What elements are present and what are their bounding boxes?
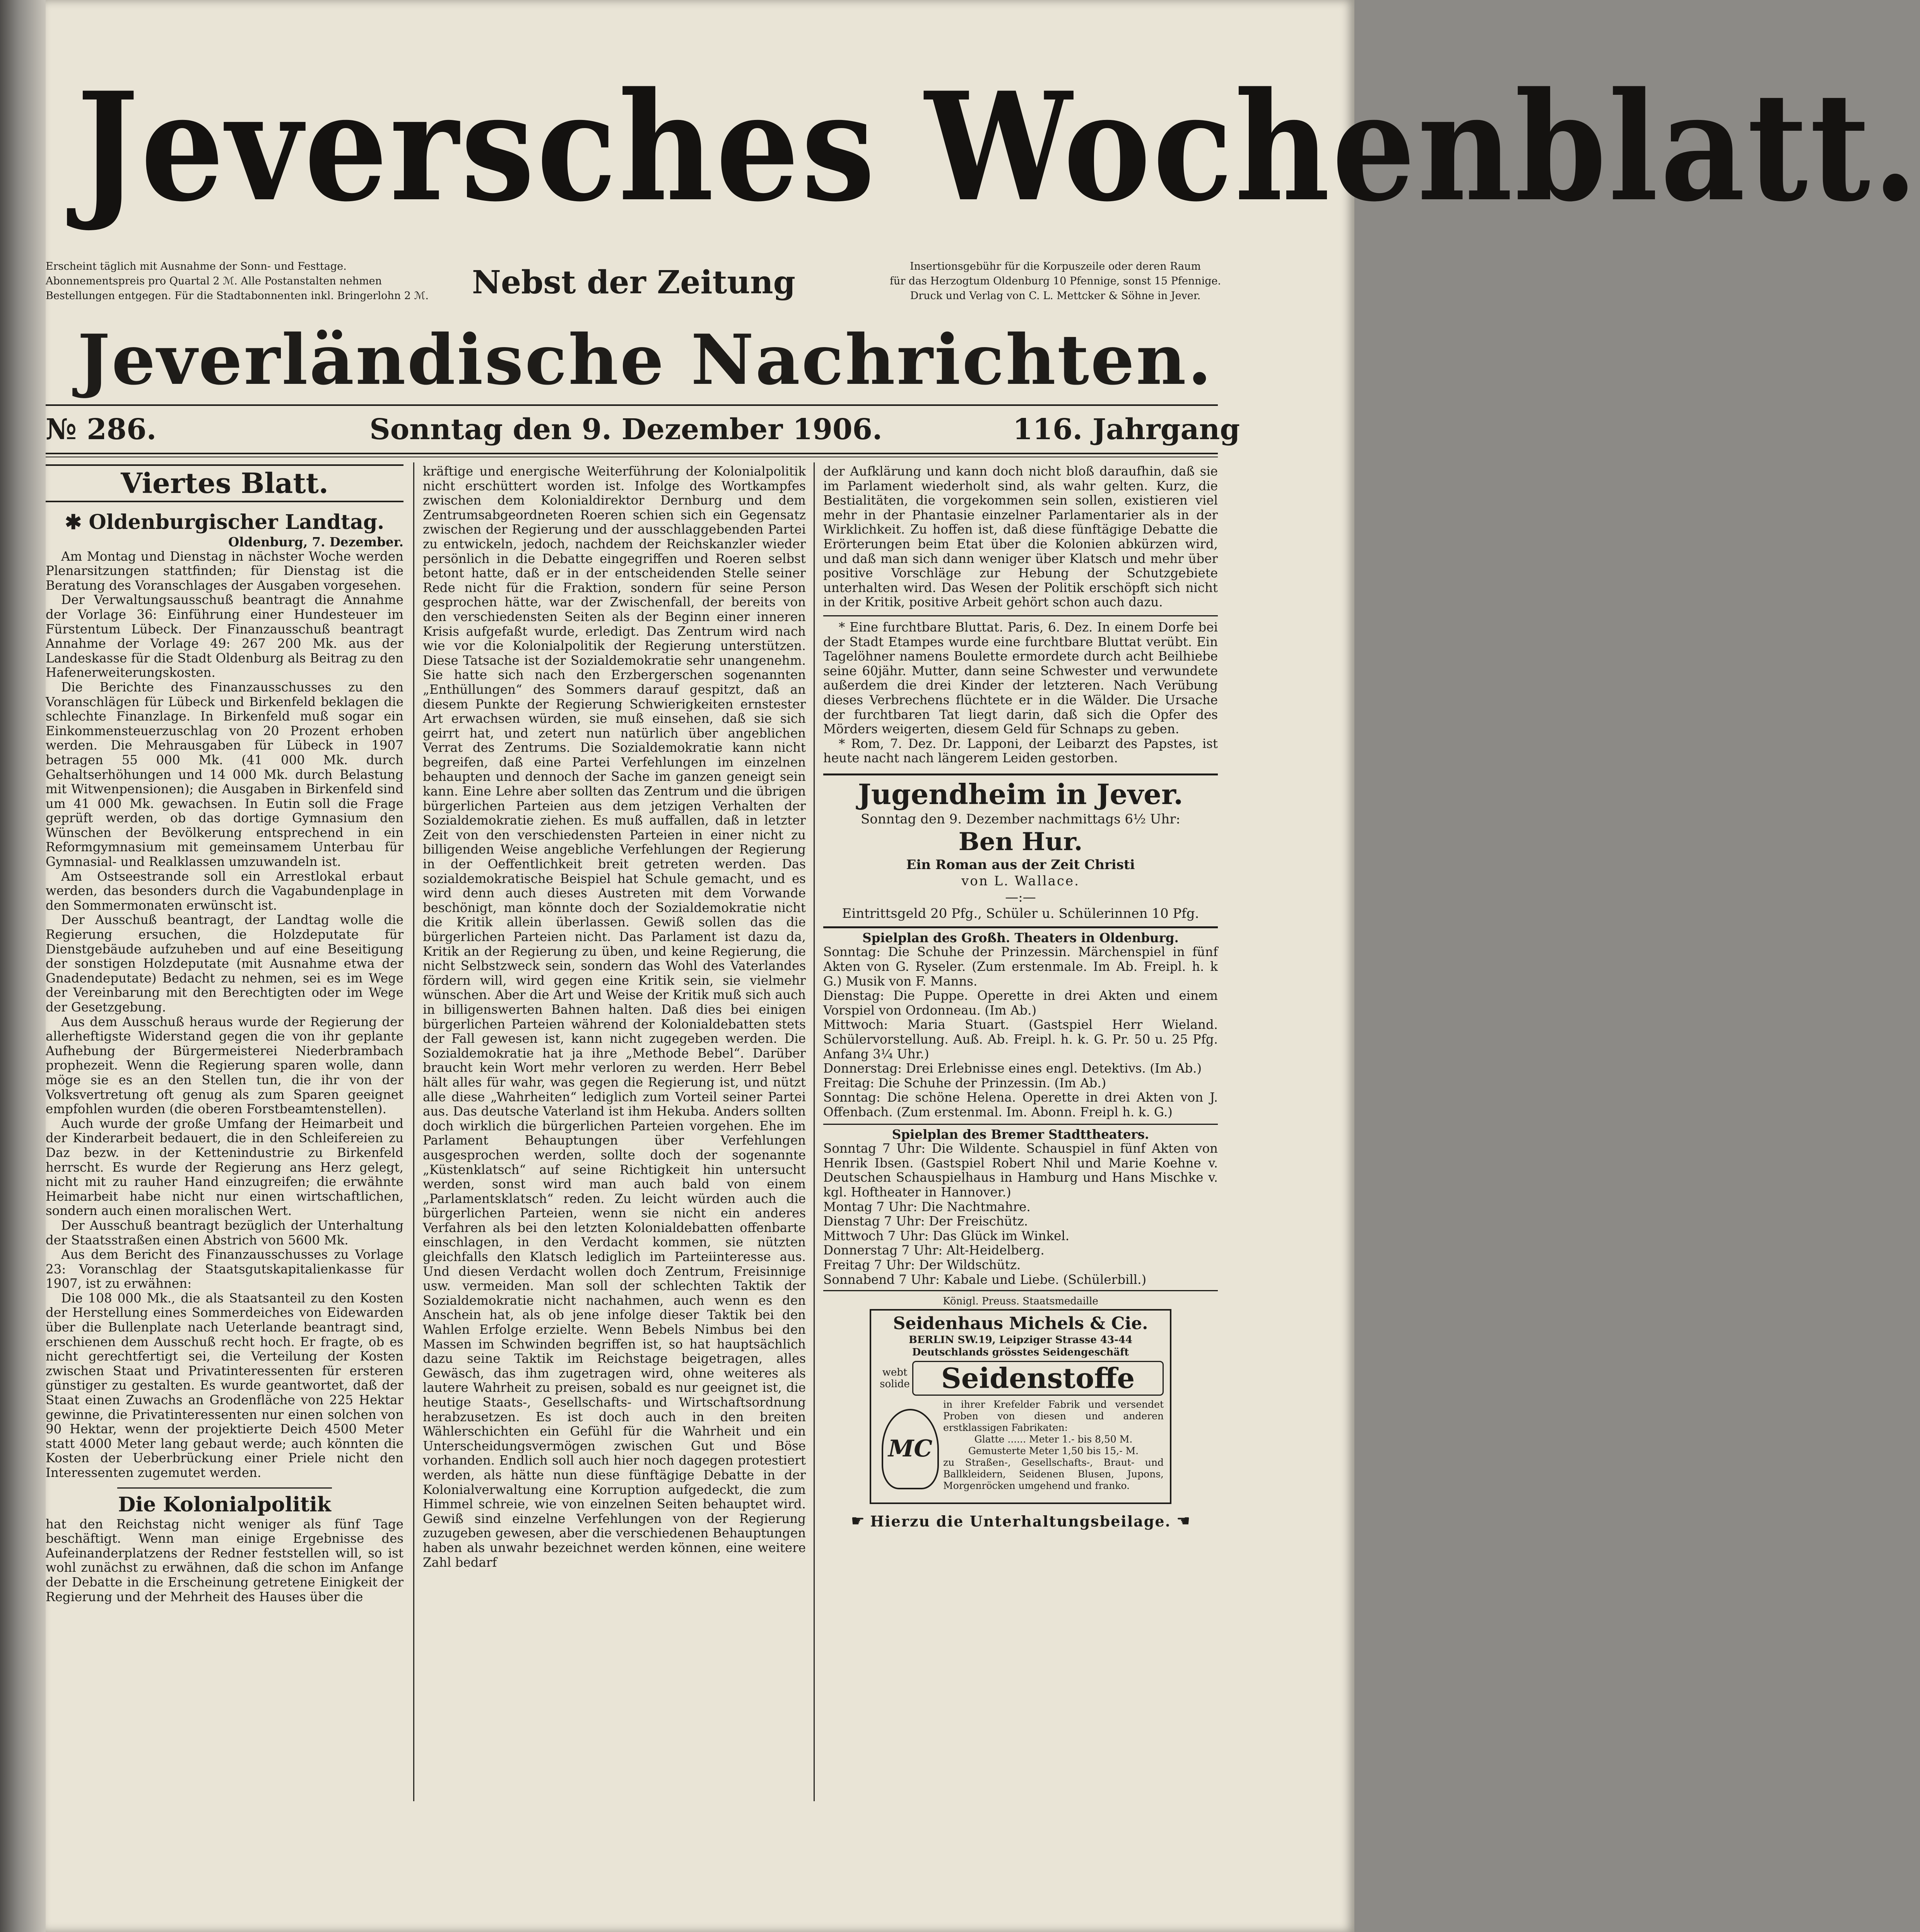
ad-jugendheim-line: Sonntag den 9. Dezember nachmittags 6½ Uhr:: [861, 811, 1180, 827]
column-3: [823, 464, 1218, 1811]
news-item-paris: * Eine furchtbare Bluttat. Paris, 6. Dez. In einem Dorfe bei der Stadt Etampes wurde eine furchtbare Bluttat verübt. Ein Tagelöhner namens Boulette ermordete durch acht Beilhiebe seine 60jähr. Mutter, dann seine Schwester und verwundete außerdem die drei Kinder der letzteren. Nach Verübung dieses Verbrechens flüchtete er in die Wälder. Die Ursache der furchtbaren Tat liegt darin, daß sich die Opfer des Mörders weigerten, diesem Geld für Schnaps zu geben.: [823, 619, 1218, 737]
article-paragraph: Aus dem Ausschuß heraus wurde der Regierung der allerheftigste Widerstand gegen die von ihr geplante Aufhebung der Bürgermeisterei Niederbrambach prophezeit. Wenn die Regierung sparen wolle, dann möge sie es an den Stellen tun, die ihr von der Volksvertretung oft genug als zum Sparen geeignet empfohlen wurden (die oberen Forstbeamtenstellen).: [46, 1014, 403, 1117]
article-paragraph: Die 108 000 Mk., die als Staatsanteil zu den Kosten der Herstellung eines Sommerdeiches von Eidewarden über die Bullenplate nach Ueterlande beantragt sind, erschienen dem Ausschuß recht hoch. Er fragte, ob es nicht gerechtfertigt sei, die Verteilung der Kosten zwischen Staat und Privatinteressenten für ersteren günstiger zu gestalten. Es wurde geantwortet, daß der Staat einen Zuwachs an Grodenfläche von 225 Hektar gewinne, die Privatinteressenten nur einen solchen von 90 Hektar, wenn der projektierte Deich 4500 Meter statt 4000 Meter lang gebaut werde; auch könnten die Kosten der Ueberbrückung einer Priele nicht den Interessenten zugemutet werden.: [46, 1290, 403, 1480]
issue-date: Sonntag den 9. Dezember 1906.: [369, 413, 882, 446]
ad-desc-line: Glatte ...... Meter 1.- bis 8,50 M.: [974, 1434, 1133, 1445]
spielplan-line: Mittwoch 7 Uhr: Das Glück im Winkel.: [823, 1228, 1070, 1243]
ad-jugendheim-sep: —:—: [1005, 889, 1036, 905]
page-edge-shadow: [0, 0, 46, 1932]
ad-seidenhaus-monogram: [877, 1399, 943, 1499]
ad-seidenhaus-name: Seidenhaus Michels & Cie.: [893, 1314, 1148, 1334]
spielplan-line: Sonntag 7 Uhr: Die Wildente. Schauspiel in fünf Akten von Henrik Ibsen. (Gastspiel Robert Nhil und Marie Koehne v. Deutschen Schauspielhaus in Hamburg und Hans Mischke v. kgl. Hoftheater in Hannover.): [823, 1141, 1218, 1200]
ad-seidenhaus: [870, 1295, 1171, 1504]
newspaper-page: [46, 0, 1920, 1932]
issue-number: № 286.: [46, 413, 157, 446]
ad-jugendheim-line: Ein Roman aus der Zeit Christi: [906, 857, 1135, 873]
footer-text: Hierzu die Unterhaltungsbeilage.: [870, 1513, 1171, 1530]
article-divider: [823, 615, 1218, 616]
ad-seidenhaus-address: BERLIN SW.19, Leipziger Strasse 43-44: [908, 1334, 1133, 1346]
masthead-title: Jeversches Wochenblatt.: [77, 59, 1920, 234]
ad-seidenhaus-medal: Königl. Preuss. Staatsmedaille: [943, 1295, 1098, 1307]
left-info-line: Bestellungen entgegen. Für die Stadtabonnenten inkl. Bringerlohn 2 ℳ.: [46, 290, 429, 302]
ad-jugendheim-title: Jugendheim in Jever.: [858, 777, 1183, 811]
ad-desc-line: Gemusterte Meter 1,50 bis 15,- M.: [968, 1445, 1139, 1457]
ad-rule: [823, 773, 1218, 775]
spielplan-bremen-title: Spielplan des Bremer Stadttheaters.: [892, 1126, 1149, 1142]
right-info-line: für das Herzogtum Oldenburg 10 Pfennige, sonst 15 Pfennige.: [889, 275, 1221, 287]
article-paragraph: Aus dem Bericht des Finanzausschusses zu Vorlage 23: Voranschlag der Staatsgutskapitalienkasse für 1907, ist zu erwähnen:: [46, 1247, 403, 1291]
right-info-line: Insertionsgebühr für die Korpuszeile oder deren Raum: [910, 260, 1201, 272]
ad-rule: [823, 926, 1218, 928]
article-title-kolonialpolitik: Die Kolonialpolitik: [118, 1492, 331, 1516]
spielplan-line: Freitag 7 Uhr: Der Wildschütz.: [823, 1257, 1021, 1272]
article-paragraph: Am Montag und Dienstag in nächster Woche werden Plenarsitzungen stattfinden; für Dienstag ist die Beratung des Voranschlages der Ausgaben vorgesehen.: [46, 549, 403, 593]
article-title-landtag: ✱ Oldenburgischer Landtag.: [65, 510, 385, 534]
mc-monogram-icon: MC: [882, 1409, 939, 1489]
article-paragraph: der Aufklärung und kann doch nicht bloß daraufhin, daß sie im Parlament wiederholt sind, als wahr gelten. Kurz, die Bestialitäten, die vorgekommen sein sollen, existieren viel mehr in der Phantasie einzelner Parlamentarier als in der Wirklichkeit. Zu hoffen ist, daß diese fünftägige Debatte die Erörterungen beim Etat über die Kolonien abkürzen wird, und daß man sich dann weniger über Klatsch und mehr über positive Vorschläge zur Hebung der Schutzgebiete unterhalten wird. Das Wesen der Politik erschöpft sich nicht in der Kritik, positive Arbeit gehört schon auch dazu.: [823, 464, 1218, 610]
ad-jugendheim-line: Eintrittsgeld 20 Pfg., Schüler u. Schülerinnen 10 Pfg.: [842, 905, 1199, 921]
section-header-viertes-blatt: Viertes Blatt.: [46, 464, 403, 502]
issue-volume: 116. Jahrgang: [1013, 413, 1240, 446]
footer-line: [823, 1514, 1218, 1529]
article-dateline: Oldenburg, 7. Dezember.: [228, 534, 403, 549]
spielplan-line: Dienstag: Die Puppe. Operette in drei Akten und einem Vorspiel von Ordonneau. (Im Ab.): [823, 988, 1218, 1018]
ad-desc-line: in ihrer Krefelder Fabrik und versendet Proben von diesen und anderen erstklassigen Fabrikaten:: [943, 1399, 1164, 1434]
article-paragraph: Der Ausschuß beantragt, der Landtag wolle die Regierung ersuchen, die Holzdeputate für Dienstgebäude aufzuheben und auf eine Beseitigung der sonstigen Holzdeputate (mit Ausnahme etwa der Gnadendeputate) Bedacht zu nehmen, sei es im Wege der Vereinbarung mit den Berechtigten oder im Wege der Gesetzgebung.: [46, 912, 403, 1015]
masthead-subtitle: Jeverländische Nachrichten.: [77, 319, 1213, 400]
ad-seidenhaus-body: [877, 1399, 1164, 1499]
masthead-right-info: [843, 259, 1268, 303]
right-info-line: Druck und Verlag von C. L. Mettcker & Söhne in Jever.: [910, 290, 1201, 302]
ad-desc-line: zu Straßen-, Gesellschafts-, Braut- und Ballkleidern, Seidenen Blusen, Jupons, Morgenröcken umgehend und franko.: [943, 1457, 1164, 1492]
spielplan-line: Mittwoch: Maria Stuart. (Gastspiel Herr Wieland. Schülervorstellung. Auß. Ab. Freipl. h. k. G. Pr. 50 u. 25 Pfg. Anfang 3¼ Uhr.): [823, 1017, 1218, 1061]
spielplan-oldenburg-title: Spielplan des Großh. Theaters in Oldenburg.: [862, 930, 1179, 945]
spielplan-line: Sonnabend 7 Uhr: Kabale und Liebe. (Schülerbill.): [823, 1272, 1147, 1287]
dateline-rule-bottom: [46, 453, 1218, 454]
column-2: [423, 464, 806, 1803]
dateline-rule-top: [46, 404, 1218, 406]
ad-seidenhaus-webt: webt solide: [880, 1367, 910, 1390]
masthead-left-info: [46, 259, 429, 303]
ad-seidenhaus-product: Seidenstoffe: [912, 1361, 1164, 1396]
ad-jugendheim-play: Ben Hur.: [958, 827, 1083, 856]
ad-jugendheim-line: von L. Wallace.: [961, 873, 1080, 889]
ad-rule: [823, 1290, 1218, 1291]
ad-seidenhaus-tagline: Deutschlands grösstes Seidengeschäft: [912, 1347, 1129, 1359]
spielplan-line: Dienstag 7 Uhr: Der Freischütz.: [823, 1214, 1028, 1229]
column-separator: [413, 462, 414, 1801]
spielplan-line: Freitag: Die Schuhe der Prinzessin. (Im Ab.): [823, 1075, 1106, 1090]
spielplan-line: Donnerstag: Drei Erlebnisse eines engl. Detektivs. (Im Ab.): [823, 1061, 1202, 1076]
spielplan-line: Montag 7 Uhr: Die Nachtmahre.: [823, 1199, 1031, 1214]
spielplan-line: Sonntag: Die Schuhe der Prinzessin. Märchenspiel in fünf Akten von G. Ryseler. (Zum erstenmale. Im Ab. Freipl. h. k G.) Musik von F. Manns.: [823, 945, 1218, 989]
pointing-hand-icon: ☚: [1176, 1512, 1190, 1530]
left-info-line: Abonnementspreis pro Quartal 2 ℳ. Alle Postanstalten nehmen: [46, 275, 382, 287]
spielplan-line: Donnerstag 7 Uhr: Alt-Heidelberg.: [823, 1243, 1045, 1258]
article-paragraph: Die Berichte des Finanzausschusses zu den Voranschlägen für Lübeck und Birkenfeld beklagen die schlechte Finanzlage. In Birkenfeld muß sogar ein Einkommensteuerzuschlag von 20 Prozent erhoben werden. Die Mehrausgaben für Lübeck in 1907 betragen 55 000 Mk. (41 000 Mk. durch Gehaltserhöhungen und 14 000 Mk. durch Belastung mit Witwenpensionen); die Ausgaben in Birkenfeld sind um 41 000 Mk. gewachsen. In Eutin soll die Frage geprüft werden, ob das dortige Gymnasium den Wünschen der Bevölkerung entsprechend in ein Reformgymnasium mit gemeinsamem Unterbau für Gymnasial- und Realklassen umzuwandeln ist.: [46, 679, 403, 869]
column-1: [46, 464, 403, 1803]
ad-seidenhaus-desc: [943, 1399, 1164, 1499]
spielplan-line: Sonntag: Die schöne Helena. Operette in drei Akten von J. Offenbach. (Zum erstenmal. Im. Abonn. Freipl h. k. G.): [823, 1090, 1218, 1119]
ad-seidenhaus-product-row: [877, 1361, 1164, 1396]
article-paragraph: kräftige und energische Weiterführung der Kolonialpolitik nicht erschüttert worden ist. Infolge des Wortkampfes zwischen dem Kolonialdirektor Dernburg und dem Zentrumsabgeordneten Roeren schien sich ein Gegensatz zwischen der Regierung und der ausschlaggebenden Partei zu entwickeln, jedoch, nachdem der Reichskanzler wieder persönlich in die Debatte eingegriffen und Roeren selbst betont hatte, daß er in der entscheidenden Stelle seiner Rede nicht für die Fraktion, sondern für seine Person gesprochen hätte, war der Zwischenfall, der bereits von den verschiedensten Seiten als der Beginn einer inneren Krisis aufgefaßt wurde, erledigt. Das Zentrum wird nach wie vor die Kolonialpolitik der Regierung unterstützen. Diese Tatsache ist der Sozialdemokratie sehr unangenehm. Sie hatte sich nach den Erzbergerschen sogenannten „Enthüllungen“ des Sommers darauf gespitzt, daß an diesem Punkte der Regierung Schwierigkeiten ernstester Art erwachsen würden, sie muß einsehen, daß sie sich geirrt hat, und zetert nun natürlich über angeblichen Verrat des Zentrums. Die Sozialdemokratie kann nicht begreifen, daß eine Partei Verfehlungen im einzelnen behaupten und dennoch der Sache im ganzen geneigt sein kann. Eine Lehre aber sollten das Zentrum und die übrigen bürgerlichen Parteien aus dem jetzigen Verhalten der Sozialdemokratie ziehen. Es muß auffallen, daß in letzter Zeit von den verschiedensten Parteien in einer nicht zu billigenden Weise angebliche Verfehlungen der Regierung in der Oeffentlichkeit breit getreten werden. Das sozialdemokratische Beispiel hat Schule gemacht, und es wird denn auch dieses Austreten mit dem Vorwande beschönigt, man könnte doch der Sozialdemokratie nicht die Kritik allein überlassen. Gewiß sollen das die bürgerlichen Parteien nicht. Das Parlament ist dazu da, Kritik an der Regierung zu üben, und keine Regierung, die nicht Selbstzweck sein, sondern das Wohl des Vaterlandes fördern will, wird gegen eine Kritik sein, sie vielmehr wünschen. Aber die Art und Weise der Kritik muß sich auch in billigenswerten Bahnen halten. Daß dies bei einigen bürgerlichen Parteien während der Kolonialdebatten stets der Fall gewesen ist, kann nicht zugegeben werden. Die Sozialdemokratie hat ja ihre „Methode Bebel“. Darüber braucht kein Wort mehr verloren zu werden. Herr Bebel hält alles für wahr, was gegen die Regierung ist, und nützt alle diese „Wahrheiten“ lediglich zum Vorteil seiner Partei aus. Das deutsche Vaterland ist ihm Hekuba. Anders sollten doch wirklich die bürgerlichen Parteien vorgehen. Ehe im Parlament Behauptungen über Verfehlungen ausgesprochen werden, sollte doch der sogenannte „Küstenklatsch“ auf seine Richtigkeit hin untersucht werden, sonst wird man auch bald von einem „Parlamentsklatsch“ reden. Zu leicht würden auch die bürgerlichen Parteien, wenn sie nicht ein anderes Verfahren als bei den letzten Kolonialdebatten offenbarte einschlagen, in den Verdacht kommen, sie nützten gleichfalls den Klatsch lediglich im Parteiinteresse aus. Und diesen Verdacht wollen doch Zentrum, Freisinnige usw. vermeiden. Man soll der schlechten Taktik der Sozialdemokratie nicht nachahmen, auch wenn es den Anschein hat, als ob jene infolge dieser Taktik bei den Wahlen Erfolge erzielte. Wenn Bebels Nimbus bei den Massen im Schwinden begriffen ist, so hat hauptsächlich dazu seine Taktik im Reichstage beigetragen, alles Gewäsch, das ihm zugetragen wird, ohne weiteres als lautere Wahrheit zu preisen, sobald es nur geeignet ist, die heutige Staats-, Gesellschafts- und Wirtschaftsordnung herabzusetzen. Es ist doch auch in den breiten Wählerschichten ein Gefühl für die Wahrheit und ein Unterscheidungsvermögen zwischen Gut und Böse vorhanden. Endlich soll auch hier noch dagegen protestiert werden, als hätte nun diese fünftägige Debatte in der Kolonialverwaltung eine Korruption aufgedeckt, die zum Himmel schreie, wie von einzelnen Seiten behauptet wird. Gewiß sind einzelne Verfehlungen von der Regierung zuzugeben gewesen, aber die verschiedenen Behauptungen haben als unwahr bezeichnet werden können, eine weitere Zahl bedarf: [423, 464, 806, 1570]
article-paragraph: Auch wurde der große Umfang der Heimarbeit und der Kinderarbeit bedauert, die in den Schleifereien zu Daz bezw. in der Kettenindustrie zu Birkenfeld herrscht. Es wurde der Regierung ans Herz gelegt, nicht mit zu rauher Hand einzugreifen; die erwähnte Heimarbeit habe nicht nur einen wirtschaftlichen, sondern auch einen moralischen Wert.: [46, 1116, 403, 1218]
article-divider: [117, 1487, 332, 1489]
article-paragraph: hat den Reichstag nicht weniger als fünf Tage beschäftigt. Wenn man einige Ergebnisse des Aufeinanderplatzens der Redner feststellen will, so ist wohl zunächst zu erwähnen, daß die schon im Anfange der Debatte in die Erscheinung getretene Einigkeit der Regierung und der Mehrheit des Hauses über die: [46, 1516, 403, 1604]
news-item-rom: * Rom, 7. Dez. Dr. Lapponi, der Leibarzt des Papstes, ist heute nacht nach längerem Leiden gestorben.: [823, 736, 1218, 766]
masthead-center-info: Nebst der Zeitung: [472, 264, 795, 301]
ad-rule: [823, 1124, 1218, 1125]
ad-seidenhaus-box: [870, 1309, 1171, 1504]
left-info-line: Erscheint täglich mit Ausnahme der Sonn- und Festtage.: [46, 260, 347, 272]
article-paragraph: Der Verwaltungsausschuß beantragt die Annahme der Vorlage 36: Einführung einer Hundesteuer im Fürstentum Lübeck. Der Finanzausschuß beantragt Annahme der Vorlage 49: 267 200 Mk. aus der Landeskasse für die Stadt Oldenburg als Beitrag zu den Hafenerweiterungskosten.: [46, 592, 403, 680]
article-paragraph: Der Ausschuß beantragt bezüglich der Unterhaltung der Staatsstraßen einen Abstrich von 5600 Mk.: [46, 1218, 403, 1248]
article-paragraph: Am Ostseestrande soll ein Arrestlokal erbaut werden, das besonders durch die Vagabundenplage in den Sommermonaten erwünscht ist.: [46, 869, 403, 913]
column-separator: [814, 462, 815, 1801]
pointing-hand-icon: ☛: [851, 1512, 865, 1530]
